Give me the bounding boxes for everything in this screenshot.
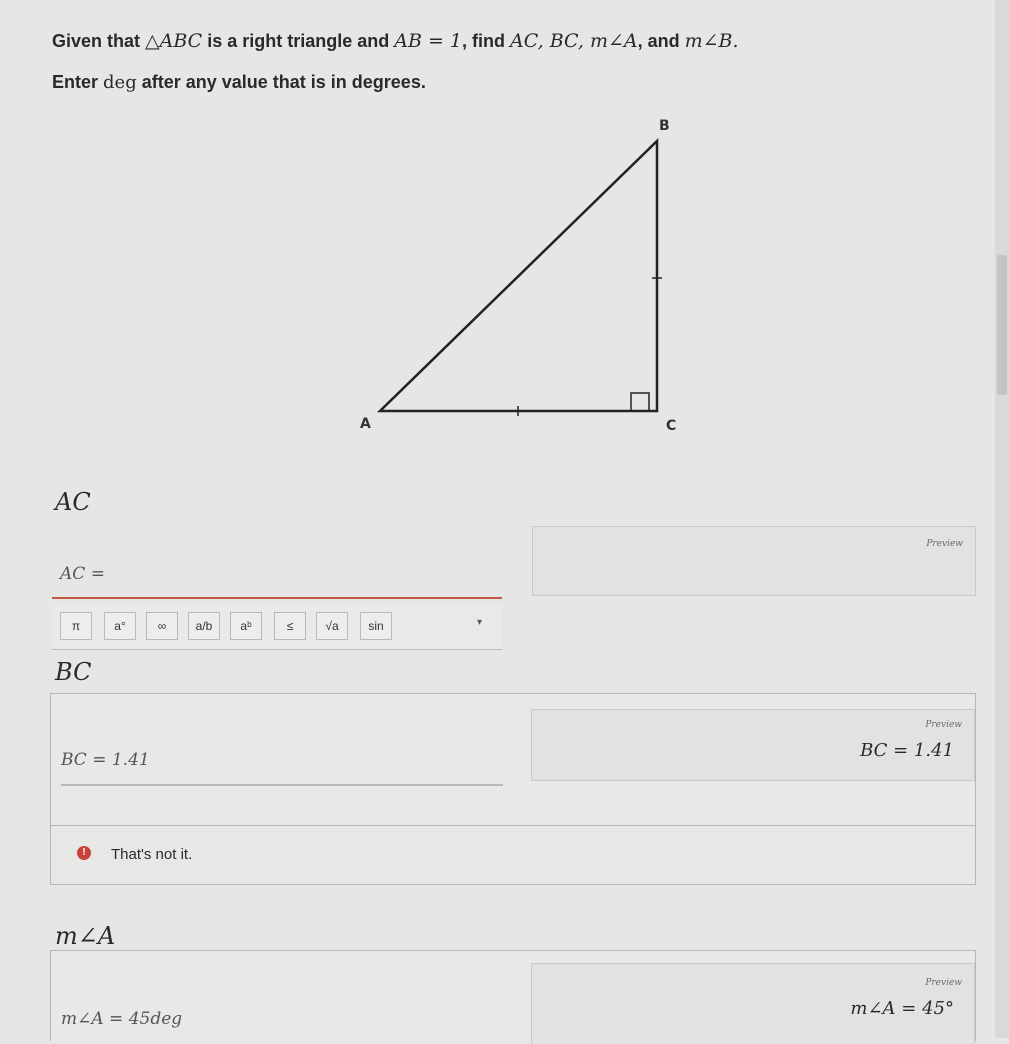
angle-a-preview-box bbox=[531, 963, 975, 1044]
bc-answer-panel bbox=[50, 693, 976, 827]
ac-answer-input[interactable]: AC = bbox=[60, 564, 105, 584]
bc-answer-input[interactable]: BC = 1.41 bbox=[61, 750, 150, 770]
problem-text: , and bbox=[637, 31, 685, 51]
sqrt-button[interactable]: √a bbox=[316, 612, 348, 640]
degree-button[interactable]: a° bbox=[104, 612, 136, 640]
right-angle-marker bbox=[631, 393, 649, 411]
fraction-button[interactable]: a/b bbox=[188, 612, 220, 640]
chevron-down-icon[interactable]: ▾ bbox=[477, 617, 483, 628]
angle-a-answer-input[interactable]: m∠A = 45deg bbox=[61, 1009, 183, 1029]
target-quantity: m∠B. bbox=[684, 30, 739, 52]
triangle-diagram bbox=[340, 100, 700, 440]
ac-preview-box bbox=[532, 526, 976, 596]
active-input-underline bbox=[52, 597, 502, 599]
infinity-button[interactable]: ∞ bbox=[146, 612, 178, 640]
vertex-label-c: C bbox=[666, 418, 677, 434]
error-icon: ! bbox=[77, 846, 91, 860]
bc-preview-value: BC = 1.41 bbox=[860, 740, 954, 761]
instruction bbox=[52, 72, 426, 93]
inequality-button[interactable]: ≤ bbox=[274, 612, 306, 640]
vertex-label-b: B bbox=[659, 118, 670, 134]
part-label-angle-a: m∠A bbox=[55, 922, 116, 950]
trig-button[interactable]: sin bbox=[360, 612, 392, 640]
bc-feedback-panel bbox=[50, 825, 976, 885]
triangle-shape bbox=[380, 141, 657, 411]
target-quantities: AC, BC, m∠A bbox=[510, 30, 638, 52]
bc-preview-box bbox=[531, 709, 975, 781]
part-label-bc: BC bbox=[55, 658, 92, 686]
part-label-ac: AC bbox=[55, 488, 91, 516]
angle-a-preview-value: m∠A = 45° bbox=[850, 998, 954, 1019]
exponent-button[interactable]: aᵇ bbox=[230, 612, 262, 640]
preview-label: Preview bbox=[926, 539, 963, 549]
problem-text: is a right triangle and bbox=[202, 31, 395, 51]
input-underline bbox=[61, 784, 503, 786]
instruction-text: after any value that is in degrees. bbox=[136, 72, 426, 92]
triangle-notation: △ABC bbox=[145, 30, 203, 52]
problem-text: Given that bbox=[52, 31, 146, 51]
problem-text: , find bbox=[462, 31, 511, 51]
preview-label: Preview bbox=[925, 720, 962, 730]
vertical-scrollbar[interactable] bbox=[995, 0, 1009, 1038]
scrollbar-thumb[interactable] bbox=[997, 255, 1007, 395]
vertex-label-a: A bbox=[360, 416, 371, 432]
preview-label: Preview bbox=[925, 978, 962, 988]
instruction-code: deg bbox=[103, 72, 137, 93]
feedback-message: That's not it. bbox=[111, 846, 193, 863]
angle-a-answer-panel bbox=[50, 950, 976, 1041]
problem-statement bbox=[52, 30, 739, 52]
instruction-text: Enter bbox=[52, 72, 104, 92]
pi-button[interactable]: π bbox=[60, 612, 92, 640]
given-length: AB = 1 bbox=[394, 30, 463, 52]
math-toolbar bbox=[52, 605, 502, 650]
